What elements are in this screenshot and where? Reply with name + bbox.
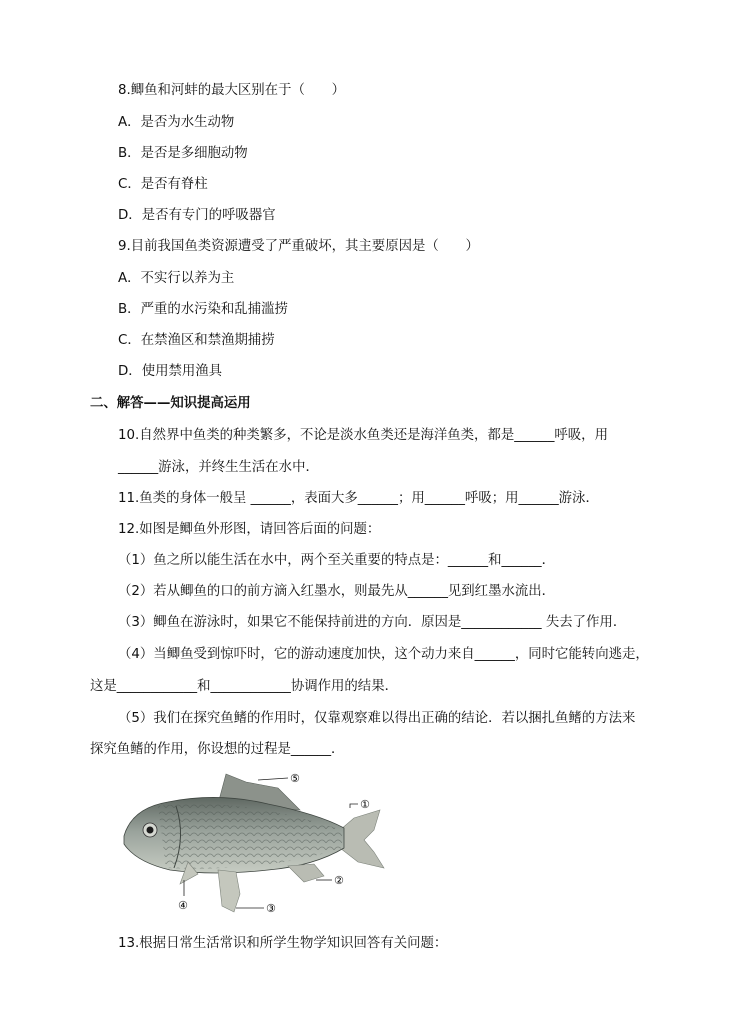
crucian-carp-figure (118, 766, 400, 916)
pelvic-fin (218, 870, 240, 912)
label-5: ⑤ (290, 772, 300, 785)
anal-fin (288, 864, 324, 882)
q12-part-4-line-1: （4）当鲫鱼受到惊吓时，它的游动速度加快，这个动力来自______，同时它能转向逃走， (118, 647, 649, 662)
q8-option-c: C．是否有脊柱 (118, 177, 208, 192)
label-4: ④ (178, 899, 188, 912)
q9-option-d: D．使用禁用渔具 (118, 364, 223, 379)
q9-option-a: A．不实行以养为主 (118, 271, 235, 286)
q8-option-a: A．是否为水生动物 (118, 115, 235, 130)
q12-part-5-line-2: 探究鱼鳍的作用，你设想的过程是______． (90, 742, 345, 757)
label-1: ① (360, 798, 370, 811)
question-9-stem: 9.目前我国鱼类资源遭受了严重破坏，其主要原因是（ ） (118, 239, 479, 254)
q8-option-d: D．是否有专门的呼吸器官 (118, 208, 276, 223)
q9-option-c: C．在禁渔区和禁渔期捕捞 (118, 333, 275, 348)
q12-part-1: （1）鱼之所以能生活在水中，两个至关重要的特点是：______和______． (118, 553, 556, 568)
label-3: ③ (266, 902, 276, 915)
q12-part-5-line-1: （5）我们在探究鱼鳍的作用时，仅靠观察难以得出正确的结论．若以捆扎鱼鳍的方法来 (118, 711, 636, 726)
q12-part-4-line-2: 这是____________和____________协调作用的结果． (90, 679, 398, 694)
question-8-stem: 8.鲫鱼和河蚌的最大区别在于（ ） (118, 83, 346, 98)
question-11: 11.鱼类的身体一般呈 ______，表面大多______；用______呼吸；用______游泳． (118, 491, 599, 506)
q12-part-2: （2）若从鲫鱼的口的前方滴入红墨水，则最先从______见到红墨水流出． (118, 584, 556, 599)
label-2: ② (334, 874, 344, 887)
caudal-fin (340, 810, 384, 868)
q9-option-b: B．严重的水污染和乱捕滥捞 (118, 302, 288, 317)
question-13-stem: 13.根据日常生活常识和所学生物学知识回答有关问题： (118, 936, 448, 951)
q8-option-b: B．是否是多细胞动物 (118, 146, 248, 161)
question-10-line-1: 10.自然界中鱼类的种类繁多，不论是淡水鱼类还是海洋鱼类，都是______呼吸，用 (118, 428, 608, 443)
question-10-line-2: ______游泳，并终生生活在水中． (118, 460, 319, 475)
question-12-stem: 12.如图是鲫鱼外形图，请回答后面的问题： (118, 522, 381, 537)
section-heading: 二、解答——知识提高运用 (90, 396, 251, 411)
q12-part-3: （3）鲫鱼在游泳时，如果它不能保持前进的方向．原因是____________ 失去了作用． (118, 615, 627, 630)
